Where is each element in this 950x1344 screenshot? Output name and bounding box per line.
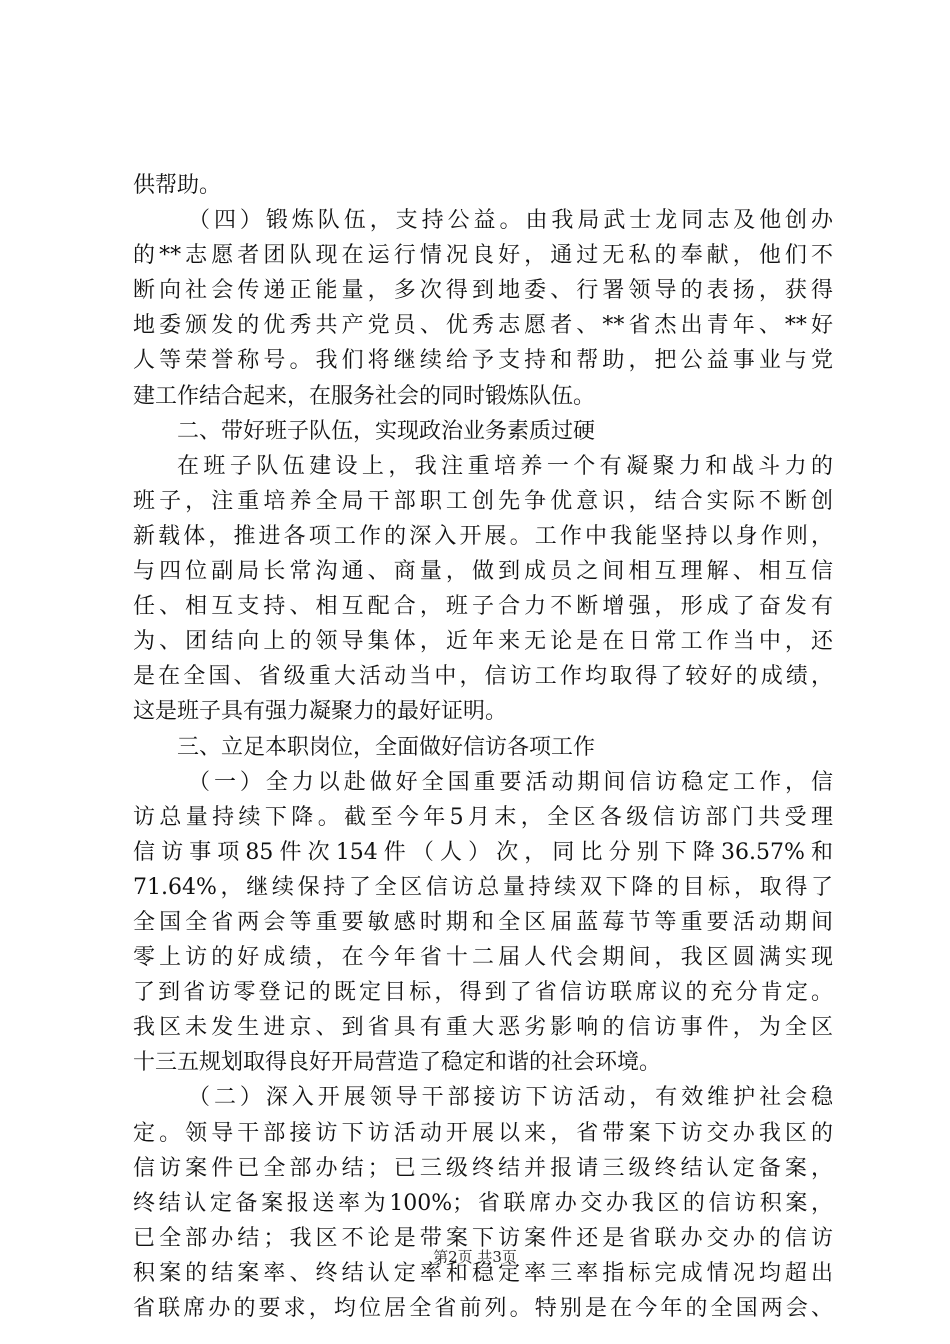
text-line: 已全部办结；我区不论是带案下访案件还是省联办交办的信访 xyxy=(133,1225,833,1251)
text-line: 这是班子具有强力凝聚力的最好证明。 xyxy=(133,699,508,725)
text-line: 与四位副局长常沟通、商量，做到成员之间相互理解、相互信 xyxy=(133,559,833,585)
text-line: 任、相互支持、相互配合，班子合力不断增强，形成了奋发有 xyxy=(133,594,833,620)
text-line: 新载体，推进各项工作的深入开展。工作中我能坚持以身作则， xyxy=(133,523,833,549)
text-line: 我区未发生进京、到省具有重大恶劣影响的信访事件，为全区 xyxy=(133,1015,833,1041)
text-line: 访总量持续下降。截至今年5月末，全区各级信访部门共受理 xyxy=(133,804,833,830)
text-line: 地委颁发的优秀共产党员、优秀志愿者、**省杰出青年、**好 xyxy=(133,313,833,339)
text-line: （四）锻炼队伍，支持公益。由我局武士龙同志及他创办 xyxy=(188,208,833,234)
text-line: 信访事项85件次154件（人）次，同比分别下降36.57%和 xyxy=(133,839,833,865)
text-line: 为、团结向上的领导集体，近年来无论是在日常工作当中，还 xyxy=(133,629,833,655)
text-line: 了到省访零登记的既定目标，得到了省信访联席议的充分肯定。 xyxy=(133,980,833,1006)
text-line: 零上访的好成绩，在今年省十二届人代会期间，我区圆满实现 xyxy=(133,945,833,971)
text-line: 人等荣誉称号。我们将继续给予支持和帮助，把公益事业与党 xyxy=(133,348,833,374)
text-line: 信访案件已全部办结；已三级终结并报请三级终结认定备案， xyxy=(133,1155,833,1181)
text-line: 是在全国、省级重大活动当中，信访工作均取得了较好的成绩， xyxy=(133,664,833,690)
text-line: 在班子队伍建设上，我注重培养一个有凝聚力和战斗力的 xyxy=(177,453,833,479)
text-line: 省联席办的要求，均位居全省前列。特别是在今年的全国两会、 xyxy=(133,1296,833,1321)
text-line: （一）全力以赴做好全国重要活动期间信访稳定工作，信 xyxy=(188,769,833,795)
text-line: 定。领导干部接访下访活动开展以来，省带案下访交办我区的 xyxy=(133,1120,833,1146)
text-line: 十三五规划取得良好开局营造了稳定和谐的社会环境。 xyxy=(133,1050,662,1076)
text-line: 积案的结案率、终结认定率和稳定率三率指标完成情况均超出 xyxy=(133,1260,833,1286)
text-line: 三、立足本职岗位，全面做好信访各项工作 xyxy=(177,734,596,760)
text-line: 全国全省两会等重要敏感时期和全区届蓝莓节等重要活动期间 xyxy=(133,909,833,935)
text-line: 班子，注重培养全局干部职工创先争优意识，结合实际不断创 xyxy=(133,488,833,514)
page-footer: 第2页 共3页 xyxy=(433,1248,517,1266)
text-line: 71.64%，继续保持了全区信访总量持续双下降的目标，取得了 xyxy=(133,874,833,900)
text-line: 断向社会传递正能量，多次得到地委、行署领导的表扬，获得 xyxy=(133,278,833,304)
text-line: 的**志愿者团队现在运行情况良好，通过无私的奉献，他们不 xyxy=(133,243,833,269)
text-line: （二）深入开展领导干部接访下访活动，有效维护社会稳 xyxy=(188,1085,833,1111)
text-line: 二、带好班子队伍，实现政治业务素质过硬 xyxy=(177,418,596,444)
text-line: 供帮助。 xyxy=(133,173,222,198)
text-line: 建工作结合起来，在服务社会的同时锻炼队伍。 xyxy=(133,383,596,409)
body-text xyxy=(133,168,833,1326)
text-line: 终结认定备案报送率为100%；省联席办交办我区的信访积案， xyxy=(133,1190,833,1216)
